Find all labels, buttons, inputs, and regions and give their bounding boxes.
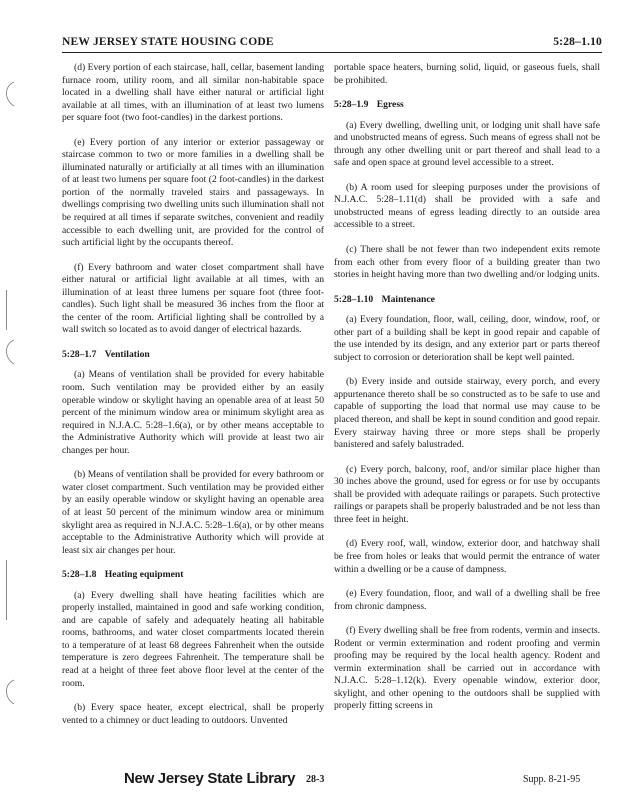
right-column <box>334 62 600 725</box>
running-header <box>62 36 602 53</box>
section-heading-heating <box>62 569 324 582</box>
section-number: 5:28–1.7 <box>62 348 97 360</box>
header-section-number: 5:28–1.10 <box>553 36 602 48</box>
paragraph-egress-a: (a) Every dwelling, dwelling unit, or lodging unit shall have safe and unobstructed means of egress. Such means of egress shall not be through any other dwelling unit or part thereof and shall lead to a safe and open space at ground level accessible to a street. <box>334 119 600 169</box>
section-title: Heating equipment <box>104 569 184 581</box>
binder-hole-mark <box>0 338 18 366</box>
margin-mark <box>6 560 7 620</box>
paragraph-lighting-e: (e) Every portion of any interior or exterior passageway or staircase common to two or more families in a dwelling shall be illuminated naturally or artificially at all times with an illumination of at least two lumens per square foot (2 foot-candles) in the darkest portion of the normally traveled stairs and passageways. In dwellings comprising two dwelling units such illumination shall not be required at all times if separate switches, convenient and readily accessible to each dwelling unit, are provided for the control of such artificial light by the occupants thereof. <box>62 136 324 249</box>
paragraph-lighting-f: (f) Every bathroom and water closet compartment shall have either natural or artificial light available at all times, with an illumination of at least three lumens per square foot (three foot-candles). Such light shall be measured 36 inches from the floor at the center of the room. Artificial lighting shall be controlled by a wall switch so located as to avoid danger of electrical hazards. <box>62 261 324 336</box>
binder-hole-mark <box>0 678 18 706</box>
header-title: NEW JERSEY STATE HOUSING CODE <box>62 36 274 48</box>
margin-mark <box>6 290 7 330</box>
section-heading-ventilation <box>62 349 324 362</box>
paragraph-maintenance-f: (f) Every dwelling shall be free from rodents, vermin and insects. Rodent or vermin extermination and rodent proofing and vermin proofing may be required by the local health agency. Rodent and vermin extermination shall be carried out in accordance with N.J.A.C. 5:28–1.12(k). Every openable window, exterior door, skylight, and other opening to the outdoors shall be supplied with properly fitting screens in <box>334 625 600 712</box>
left-column <box>62 62 324 739</box>
page-footer <box>0 770 618 790</box>
section-heading-maintenance <box>334 294 600 307</box>
paragraph-continued: portable space heaters, burning solid, liquid, or gaseous fuels, shall be prohibited. <box>334 62 600 86</box>
page-number: 28-3 <box>306 774 325 785</box>
paragraph-egress-b: (b) A room used for sleeping purposes under the provisions of N.J.A.C. 5:28–1.11(d) shall be provided with a safe and unobstructed means of egress leading directly to an outside area accessible to a street. <box>334 181 600 231</box>
supplement-date: Supp. 8-21-95 <box>523 774 581 785</box>
section-title: Egress <box>376 99 404 111</box>
paragraph-egress-c: (c) There shall be not fewer than two independent exits remote from each other from every floor of a building greater than two stories in height having more than two dwelling and/or lodging units. <box>334 244 600 281</box>
section-heading-egress <box>334 99 600 112</box>
binder-hole-mark <box>0 80 18 108</box>
paragraph-heating-a: (a) Every dwelling shall have heating facilities which are properly installed, maintained in good and safe working condition, and are capable of safely and adequately heating all habitable rooms, bathrooms, and water closet compartments located therein to a temperature of at least 68 degrees Fahrenheit when the outside temperature is zero degrees Fahrenheit. The temperature shall be read at a height of three feet above floor level at the center of the room. <box>62 589 324 689</box>
paragraph-maintenance-c: (c) Every porch, balcony, roof, and/or similar place higher than 30 inches above the ground, used for egress or for use by occupants shall be provided with adequate railings or parapets. Such protective railings or parapets shall be properly balustraded and be not less than three feet in height. <box>334 463 600 525</box>
paragraph-ventilation-a: (a) Means of ventilation shall be provided for every habitable room. Such ventilation may be provided either by an easily operable window or skylight having an openable area of at least 50 percent of the minimum window area or minimum skylight area as required in N.J.A.C. 5:28–1.6(a), or by other means acceptable to the Administrative Authority which will provide at least two air changes per hour. <box>62 369 324 456</box>
section-title: Ventilation <box>104 348 150 360</box>
paragraph-maintenance-b: (b) Every inside and outside stairway, every porch, and every appurtenance thereto shall be so constructed as to be safe to use and capable of supporting the load that normal use may cause to be placed thereon, and shall be kept in sound condition and good repair. Every stairway having three or more steps shall be properly banistered and safely balustraded. <box>334 376 600 451</box>
section-number: 5:28–1.9 <box>334 99 369 111</box>
paragraph-maintenance-d: (d) Every roof, wall, window, exterior door, and hatchway shall be free from holes or leaks that would permit the entrance of water within a dwelling or be a cause of dampness. <box>334 538 600 575</box>
paragraph-maintenance-e: (e) Every foundation, floor, and wall of a dwelling shall be free from chronic dampness. <box>334 588 600 612</box>
library-stamp: New Jersey State Library <box>124 770 296 787</box>
paragraph-heating-b: (b) Every space heater, except electrical, shall be properly vented to a chimney or duct leading to outdoors. Unvented <box>62 702 324 726</box>
section-number: 5:28–1.10 <box>334 293 374 305</box>
section-title: Maintenance <box>381 293 435 305</box>
paragraph-lighting-d: (d) Every portion of each staircase, hall, cellar, basement landing furnace room, utility room, and all similar non-habitable space located in a dwelling shall have either natural or artificial light available at all times, with an illumination of at least two lumens per square foot (two foot-candles) in the darkest portions. <box>62 62 324 124</box>
paragraph-maintenance-a: (a) Every foundation, floor, wall, ceiling, door, window, roof, or other part of a building shall be kept in good repair and capable of the use intended by its design, and any exterior part or parts thereof subject to corrosion or deterioration shall be kept well painted. <box>334 314 600 363</box>
section-number: 5:28–1.8 <box>62 569 97 581</box>
paragraph-ventilation-b: (b) Means of ventilation shall be provided for every bathroom or water closet compartment. Such ventilation may be provided either by an easily operable window or skylight having an openable area of at least 50 percent of the minimum window area or minimum skylight area as required in N.J.A.C. 5:28–1.6(a), or by other means acceptable to the Administrative Authority which will provide at least six air changes per hour. <box>62 469 324 556</box>
